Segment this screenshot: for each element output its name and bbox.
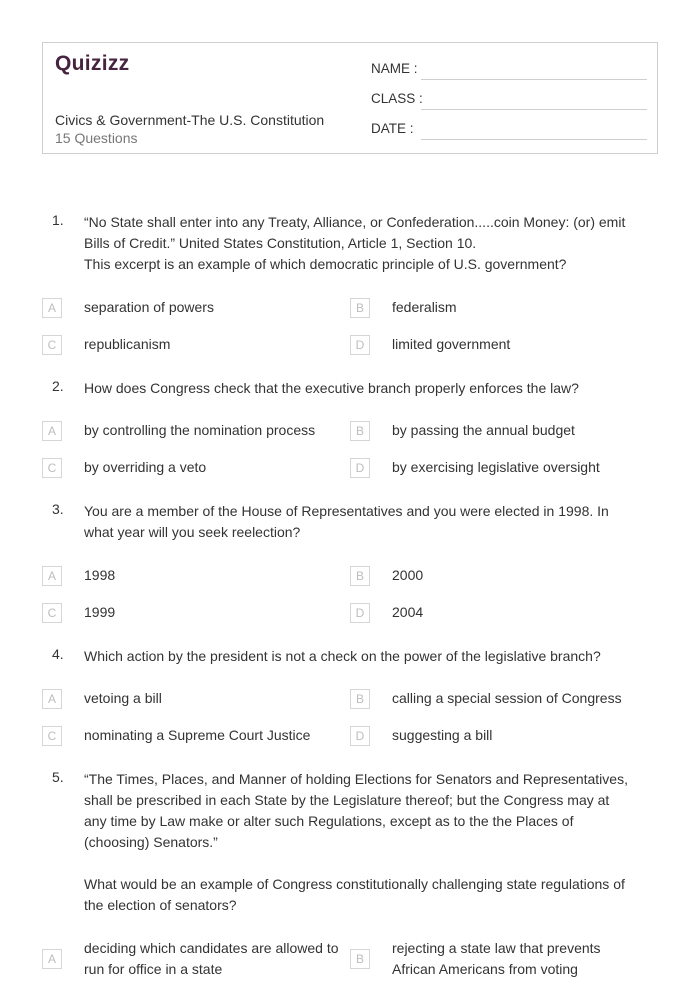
question-text-line: what year will you seek reelection? (84, 524, 301, 540)
option-letter-box[interactable]: D (350, 726, 370, 746)
date-field[interactable] (371, 120, 647, 140)
option-letter-box[interactable]: B (350, 421, 370, 441)
name-line (421, 79, 647, 80)
option-text: by overriding a veto (84, 459, 207, 475)
option-text: nominating a Supreme Court Justice (84, 727, 311, 743)
name-field[interactable] (371, 60, 647, 80)
question-text-line: How does Congress check that the executive branch properly enforces the law? (84, 380, 579, 396)
option-text: separation of powers (84, 299, 214, 315)
option-text: calling a special session of Congress (392, 690, 622, 706)
option-text: federalism (392, 299, 457, 315)
option-letter-box[interactable]: C (42, 458, 62, 478)
quizizz-logo: Quizizz (55, 52, 130, 75)
option-text: African Americans from voting (392, 961, 578, 977)
question-text-line: (choosing) Senators.” (84, 834, 218, 850)
option-text: deciding which candidates are allowed to (84, 940, 339, 956)
option-text: by passing the annual budget (392, 422, 575, 438)
option-text: 1998 (84, 567, 116, 583)
option-letter-box[interactable]: B (350, 298, 370, 318)
option-text: by controlling the nomination process (84, 422, 316, 438)
option-letter-box[interactable]: A (42, 421, 62, 441)
worksheet-header (42, 42, 658, 154)
option-text: suggesting a bill (392, 727, 493, 743)
option-letter-box[interactable]: A (42, 566, 62, 586)
option-text: 2004 (392, 604, 424, 620)
option-letter-box[interactable]: B (350, 949, 370, 969)
question-text-line: This excerpt is an example of which democratic principle of U.S. government? (84, 256, 567, 272)
class-line (421, 109, 647, 110)
option-letter-box[interactable]: B (350, 566, 370, 586)
option-letter-box[interactable]: B (350, 689, 370, 709)
option-text: run for office in a state (84, 961, 223, 977)
question-text-line: any time by Law make or alter such Regulations, except as to the the Places of (84, 813, 574, 829)
question-text-line: Bills of Credit.” United States Constitution, Article 1, Section 10. (84, 235, 477, 251)
option-text: republicanism (84, 336, 171, 352)
question-text-line: You are a member of the House of Representatives and you were elected in 1998. In (84, 503, 609, 519)
question-text-line: “No State shall enter into any Treaty, Alliance, or Confederation.....coin Money: (or) emit (84, 214, 626, 230)
question-number: 2. (52, 378, 64, 394)
name-label: NAME : (371, 61, 418, 76)
option-text: by exercising legislative oversight (392, 459, 600, 475)
question-count: 15 Questions (55, 130, 138, 146)
option-letter-box[interactable]: A (42, 298, 62, 318)
option-letter-box[interactable]: C (42, 726, 62, 746)
worksheet-title: Civics & Government-The U.S. Constitution (55, 112, 325, 128)
question-number: 4. (52, 646, 64, 662)
option-text: rejecting a state law that prevents (392, 940, 601, 956)
question-text-line: “The Times, Places, and Manner of holding Elections for Senators and Representatives, (84, 771, 628, 787)
option-letter-box[interactable]: C (42, 335, 62, 355)
option-letter-box[interactable]: D (350, 335, 370, 355)
question-text-line: shall be prescribed in each State by the Legislature thereof; but the Congress may at (84, 792, 610, 808)
question-text-line: Which action by the president is not a check on the power of the legislative branch? (84, 648, 601, 664)
option-text: 2000 (392, 567, 424, 583)
option-letter-box[interactable]: A (42, 689, 62, 709)
class-field[interactable] (371, 90, 647, 110)
option-text: vetoing a bill (84, 690, 162, 706)
question-text-line: the election of senators? (84, 897, 237, 913)
option-letter-box[interactable]: C (42, 603, 62, 623)
question-number: 3. (52, 501, 64, 517)
option-letter-box[interactable]: D (350, 458, 370, 478)
option-text: limited government (392, 336, 511, 352)
question-number: 5. (52, 769, 64, 785)
class-label: CLASS : (371, 91, 423, 106)
question-text-line: What would be an example of Congress constitutionally challenging state regulations of (84, 876, 625, 892)
date-line (421, 139, 647, 140)
option-letter-box[interactable]: D (350, 603, 370, 623)
option-letter-box[interactable]: A (42, 949, 62, 969)
option-text: 1999 (84, 604, 116, 620)
question-number: 1. (52, 212, 64, 228)
date-label: DATE : (371, 121, 414, 136)
